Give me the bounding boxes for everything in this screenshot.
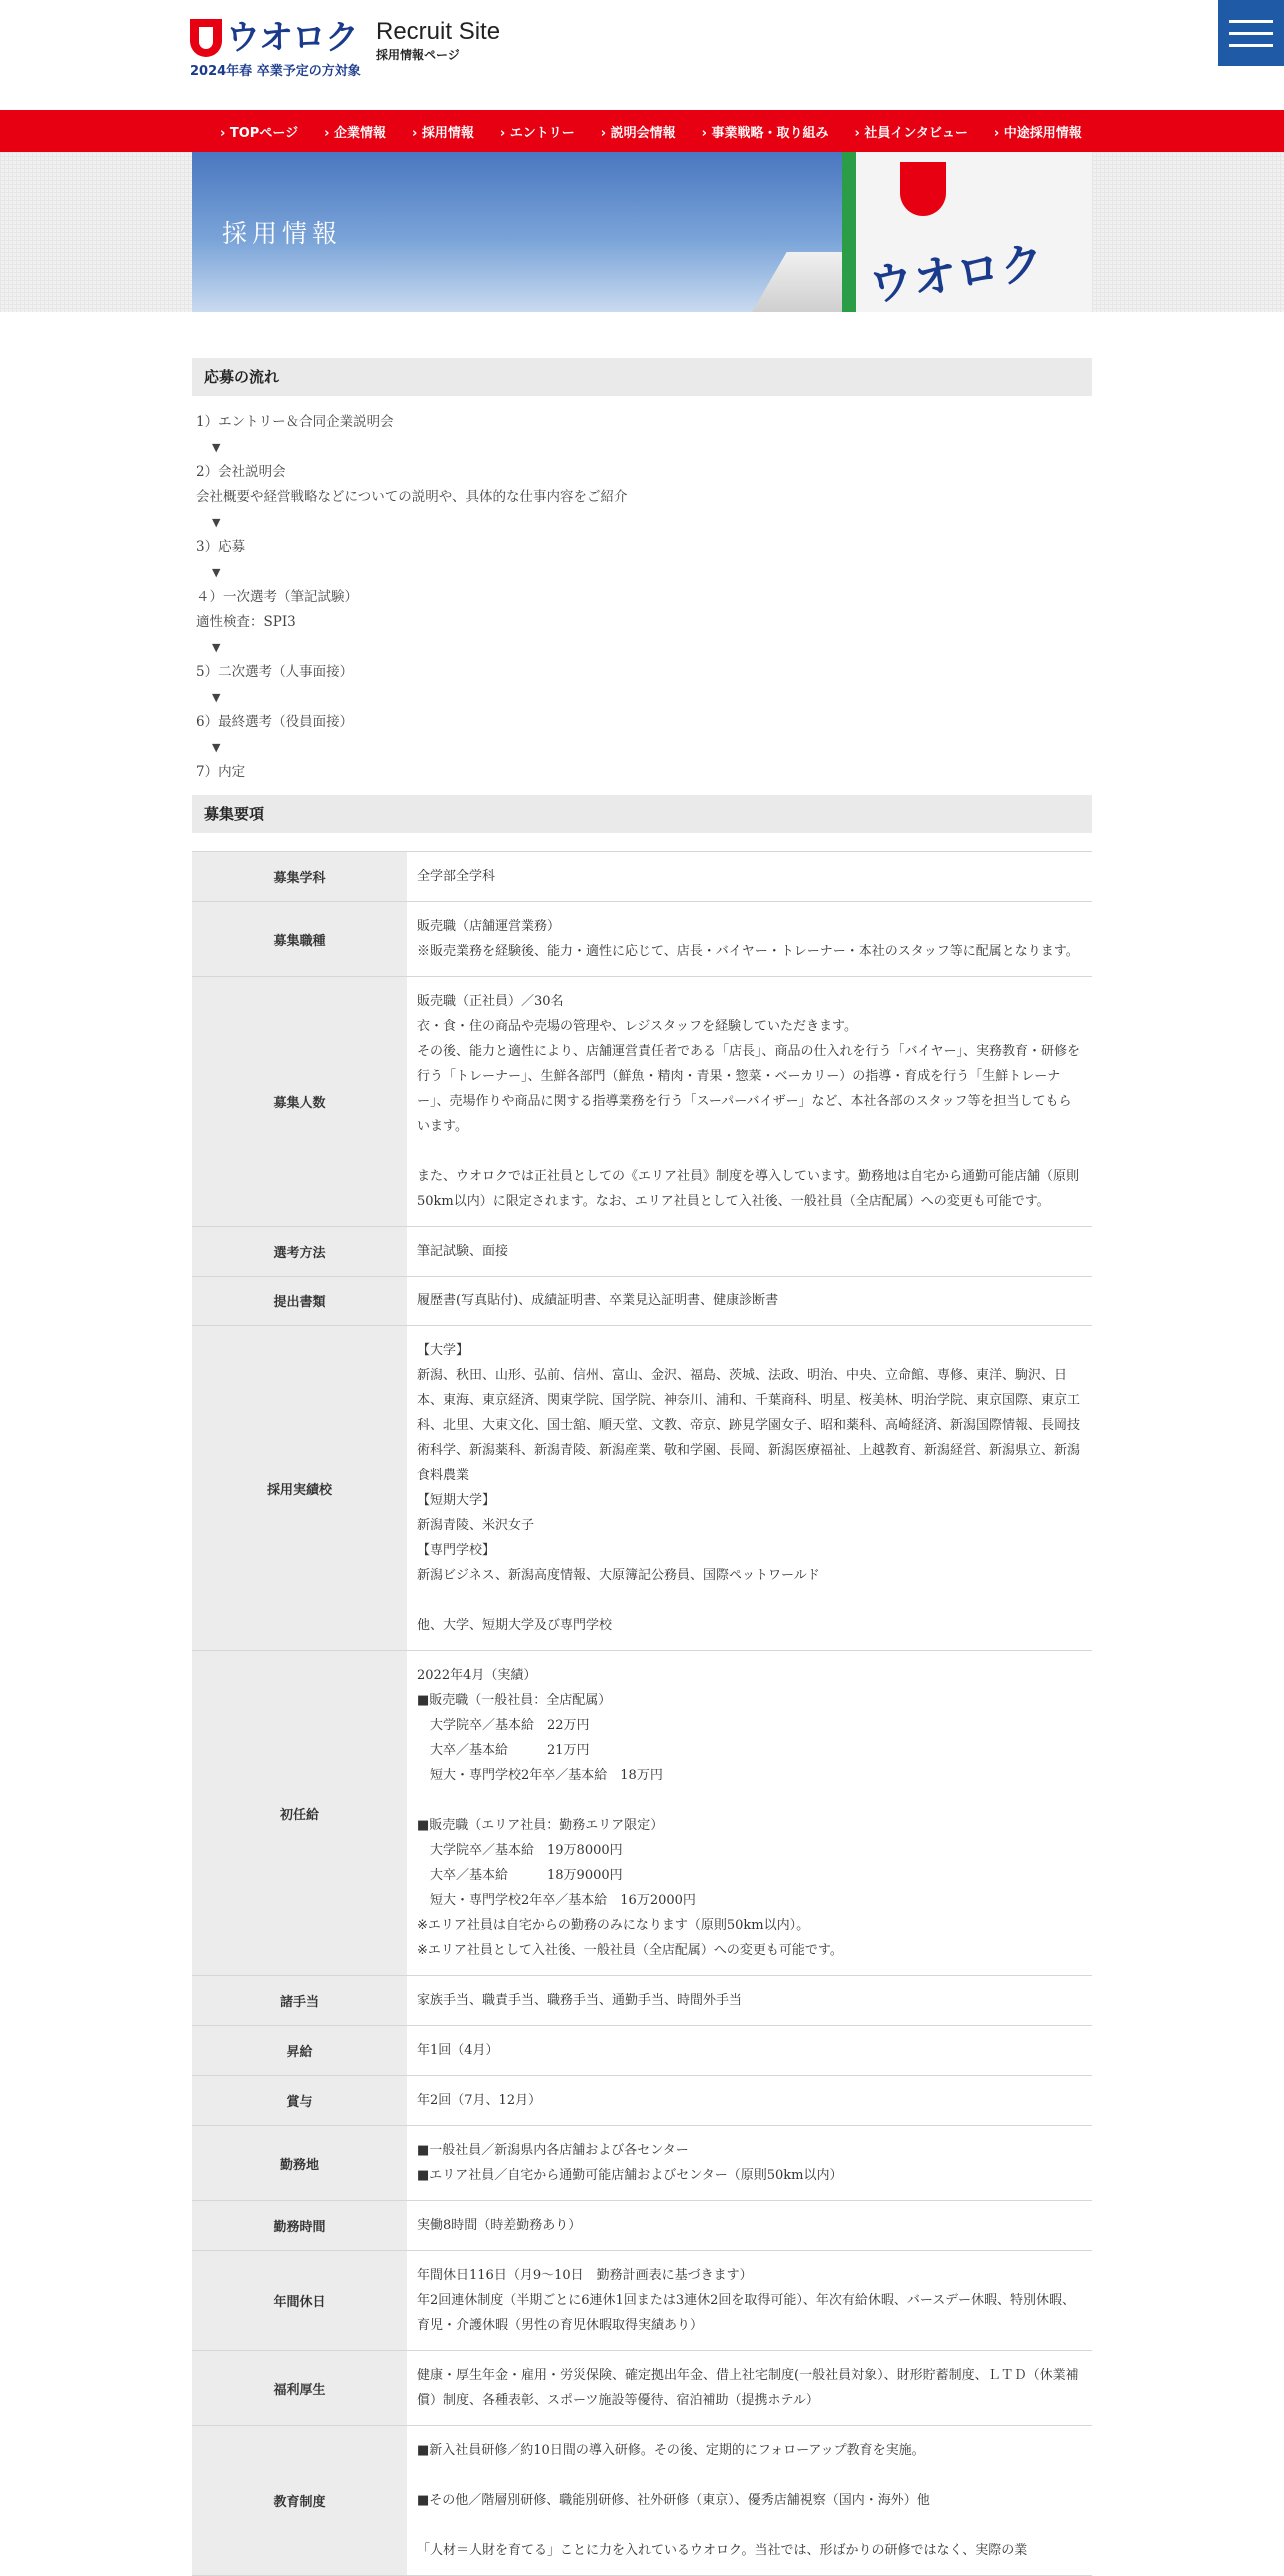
hamburger-line-icon xyxy=(1229,20,1273,23)
flow-step: 3）応募 xyxy=(196,539,246,555)
down-arrow-icon: ▼ xyxy=(212,441,221,454)
flow-step-note: 適性検査：SPI3 xyxy=(196,614,296,630)
site-title xyxy=(376,18,500,63)
flow-step: ４）一次選考（筆記試験） xyxy=(196,589,358,605)
row-value: ■新入社員研修／約10日間の導入研修。その後、定期的にフォローアップ教育を実施。 ■その他／階層別研修、職能別研修、社外研修（東京）、優秀店舗視察（国内・海外）他 「人材＝人財を育てる」ことに力を入れているウオロク。当社では、形ばかりの研修ではなく、実際の業 xyxy=(407,2426,1092,2576)
row-value: 実働8時間（時差勤務あり） xyxy=(407,2201,1092,2251)
nav-link-interview[interactable]: › 社員インタビュー xyxy=(854,125,968,141)
row-label: 教育制度 xyxy=(192,2426,407,2576)
row-value: 2022年4月（実績） ■販売職（一般社員：全店配属） 大学院卒／基本給 22万円 大卒／基本給 21万円 短大・専門学校2年卒／基本給 18万円 ■販売職（エリア社員：勤務エリア限定） 大学院卒／基本給 19万8000円 大卒／基本給 18万9000円 短大・専門学校2年卒／基本給 16万2000円 ※エリア社員は自宅からの勤務のみになります（原則50km以内）。 ※エリア社員として入社後、一般社員（全店配属）への変更も可能です。 xyxy=(407,1651,1092,1976)
page-title: 採用情報 xyxy=(222,219,343,248)
table-row xyxy=(192,1651,1092,1976)
company-logo[interactable] xyxy=(190,18,361,79)
table-row xyxy=(192,977,1092,1227)
store-sign-text: ウオロク xyxy=(865,236,1048,312)
requirements-table xyxy=(192,851,1092,2576)
down-arrow-icon: ▼ xyxy=(212,566,221,579)
table-row xyxy=(192,2126,1092,2201)
logo-mark-icon xyxy=(190,19,222,57)
row-value: 年2回（7月、12月） xyxy=(407,2076,1092,2126)
application-flow xyxy=(192,396,1092,791)
row-label: 昇給 xyxy=(192,2026,407,2076)
table-row xyxy=(192,2351,1092,2426)
down-arrow-icon: ▼ xyxy=(212,516,221,529)
row-label: 勤務時間 xyxy=(192,2201,407,2251)
row-value: 【大学】 新潟、秋田、山形、弘前、信州、富山、金沢、福島、茨城、法政、明治、中央、立命館、専修、東洋、駒沢、日本、東海、東京経済、関東学院、国学院、神奈川、浦和、千葉商科、明星、桜美林、明治学院、東京国際、東京工科、北里、大東文化、国士舘、順天堂、文教、帝京、跡見学園女子、昭和薬科、高崎経済、新潟国際情報、長岡技術科学、新潟薬科、新潟青陵、新潟産業、敬和学園、長岡、新潟医療福祉、上越教育、新潟経営、新潟県立、新潟食料農業 【短期大学】 新潟青陵、米沢女子 【専門学校】 新潟ビジネス、新潟高度情報、大原簿記公務員、国際ペットワールド 他、大学、短期大学及び専門学校 xyxy=(407,1326,1092,1651)
table-row xyxy=(192,2426,1092,2576)
nav-link-recruit[interactable]: › 採用情報 xyxy=(411,125,474,141)
hamburger-menu-button[interactable] xyxy=(1218,0,1284,66)
main-content xyxy=(192,358,1092,2576)
section-heading-flow: 応募の流れ xyxy=(192,358,1092,396)
table-row xyxy=(192,1227,1092,1277)
table-row xyxy=(192,2251,1092,2351)
logo-text: ウオロク xyxy=(226,18,358,58)
table-row xyxy=(192,852,1092,902)
flow-step: 1）エントリー＆合同企業説明会 xyxy=(196,414,394,430)
nav-link-midcareer[interactable]: › 中途採用情報 xyxy=(993,125,1082,141)
flow-step-note: 会社概要や経営戦略などについての説明や、具体的な仕事内容をご紹介 xyxy=(196,489,628,505)
row-value: 販売職（店舗運営業務） ※販売業務を経験後、能力・適性に応じて、店長・バイヤー・トレーナー・本社のスタッフ等に配属となります。 xyxy=(407,902,1092,977)
nav-link-entry[interactable]: › エントリー xyxy=(499,125,575,141)
row-label: 募集人数 xyxy=(192,977,407,1227)
hero-section xyxy=(0,152,1284,312)
row-label: 提出書類 xyxy=(192,1277,407,1326)
down-arrow-icon: ▼ xyxy=(212,641,221,654)
nav-link-top[interactable]: › TOPページ xyxy=(220,125,299,141)
hamburger-line-icon xyxy=(1229,44,1273,47)
row-label: 賞与 xyxy=(192,2076,407,2126)
row-value: 履歴書(写真貼付)、成績証明書、卒業見込証明書、健康診断書 xyxy=(407,1277,1092,1326)
store-logo-mark-icon xyxy=(900,162,946,216)
site-title-jp: 採用情報ページ xyxy=(376,48,460,62)
row-label: 福利厚生 xyxy=(192,2351,407,2426)
flow-step: 2）会社説明会 xyxy=(196,464,286,480)
table-row xyxy=(192,1326,1092,1651)
row-label: 年間休日 xyxy=(192,2251,407,2351)
hero-banner xyxy=(192,152,1092,312)
row-label: 採用実績校 xyxy=(192,1326,407,1651)
row-label: 選考方法 xyxy=(192,1227,407,1277)
nav-link-seminar[interactable]: › 説明会情報 xyxy=(600,125,676,141)
row-value: 全学部全学科 xyxy=(407,852,1092,902)
row-value: 年間休日116日（月9～10日 勤務計画表に基づきます） 年2回連休制度（半期ごとに6連休1回または3連休2回を取得可能）、年次有給休暇、バースデー休暇、特別休暇、育児・介護休暇（男性の育児休暇取得実績あり） xyxy=(407,2251,1092,2351)
global-nav xyxy=(0,110,1284,152)
table-row xyxy=(192,1976,1092,2026)
hamburger-line-icon xyxy=(1229,32,1273,35)
row-label: 初任給 xyxy=(192,1651,407,1976)
row-value: 販売職（正社員）／30名 衣・食・住の商品や売場の管理や、レジスタッフを経験していただきます。 その後、能力と適性により、店舗運営責任者である「店長」、商品の仕入れを行う「バイヤー」、実務教育・研修を行う「トレーナー」、生鮮各部門（鮮魚・精肉・青果・惣菜・ベーカリー）の指導・育成を行う「生鮮トレーナー」、売場作りや商品に関する指導業務を行う「スーパーバイザー」など、本社各部のスタッフ等を担当してもらいます。 また、ウオロクでは正社員としての《エリア社員》制度を導入しています。勤務地は自宅から通勤可能店舗（原則50km以内）に限定されます。なお、エリア社員として入社後、一般社員（全店配属）への変更も可能です。 xyxy=(407,977,1092,1227)
row-value: 年1回（4月） xyxy=(407,2026,1092,2076)
row-label: 勤務地 xyxy=(192,2126,407,2201)
site-title-en: Recruit Site xyxy=(376,18,501,45)
table-row xyxy=(192,902,1092,977)
down-arrow-icon: ▼ xyxy=(212,691,221,704)
flow-step: 7）内定 xyxy=(196,764,246,780)
row-value: 筆記試験、面接 xyxy=(407,1227,1092,1277)
table-row xyxy=(192,2201,1092,2251)
row-label: 募集職種 xyxy=(192,902,407,977)
row-label: 諸手当 xyxy=(192,1976,407,2026)
row-value: ■一般社員／新潟県内各店舗および各センター ■エリア社員／自宅から通勤可能店舗およびセンター（原則50km以内） xyxy=(407,2126,1092,2201)
down-arrow-icon: ▼ xyxy=(212,741,221,754)
table-row xyxy=(192,2076,1092,2126)
logo-subtitle: 2024年春 卒業予定の方対象 xyxy=(190,64,361,79)
flow-step: 5）二次選考（人事面接） xyxy=(196,664,354,680)
row-value: 家族手当、職責手当、職務手当、通勤手当、時間外手当 xyxy=(407,1976,1092,2026)
table-row xyxy=(192,2026,1092,2076)
nav-link-company[interactable]: › 企業情報 xyxy=(324,125,386,141)
section-heading-requirements: 募集要項 xyxy=(192,795,1092,833)
nav-link-strategy[interactable]: › 事業戦略・取り組み xyxy=(701,125,829,141)
row-label: 募集学科 xyxy=(192,852,407,902)
row-value: 健康・厚生年金・雇用・労災保険、確定拠出年金、借上社宅制度(一般社員対象）、財形貯蓄制度、ＬＴＤ（休業補償）制度、各種表彰、スポーツ施設等優待、宿泊補助（提携ホテル） xyxy=(407,2351,1092,2426)
flow-step: 6）最終選考（役員面接） xyxy=(196,714,354,730)
table-row xyxy=(192,1277,1092,1326)
site-header xyxy=(0,0,1284,110)
